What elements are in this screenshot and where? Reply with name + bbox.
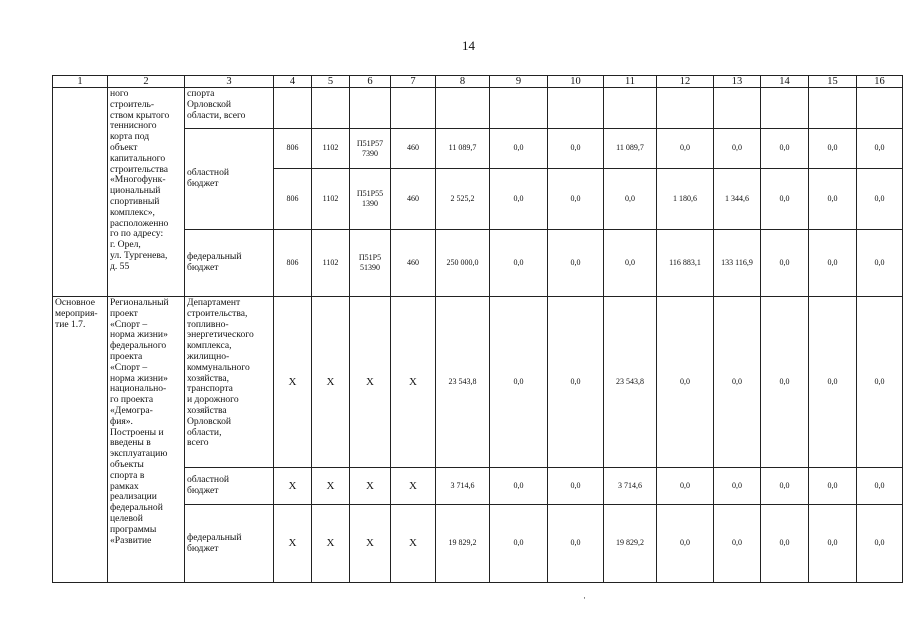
table-cell: 250 000,0 bbox=[436, 230, 490, 297]
table-cell: 1 180,6 bbox=[657, 169, 714, 230]
table-cell bbox=[761, 88, 809, 129]
table-cell: 0,0 bbox=[548, 468, 604, 505]
header-cell: 12 bbox=[657, 76, 714, 88]
table-cell: 0,0 bbox=[548, 297, 604, 468]
table-cell: X bbox=[312, 297, 350, 468]
table-cell: 133 116,9 bbox=[714, 230, 761, 297]
table-cell: 3 714,6 bbox=[604, 468, 657, 505]
table-cell: 0,0 bbox=[809, 505, 857, 583]
table-cell: 0,0 bbox=[657, 468, 714, 505]
table-cell: П51Р57 7390 bbox=[350, 129, 391, 169]
table-cell: 0,0 bbox=[490, 169, 548, 230]
funding-source-cell: федеральный бюджет bbox=[185, 230, 274, 297]
table-cell: 19 829,2 bbox=[436, 505, 490, 583]
table-cell bbox=[391, 88, 436, 129]
table-cell: 23 543,8 bbox=[604, 297, 657, 468]
header-cell: 15 bbox=[809, 76, 857, 88]
table-cell: X bbox=[312, 468, 350, 505]
header-row bbox=[53, 76, 903, 88]
table-cell: 0,0 bbox=[604, 169, 657, 230]
table-cell bbox=[657, 88, 714, 129]
table-cell: 0,0 bbox=[809, 230, 857, 297]
table-cell: 116 883,1 bbox=[657, 230, 714, 297]
header-cell: 9 bbox=[490, 76, 548, 88]
table-cell: X bbox=[391, 297, 436, 468]
table-cell: X bbox=[274, 468, 312, 505]
table-cell: 0,0 bbox=[657, 129, 714, 169]
measure-description-cell: ного строитель- ством крытого теннисного корта под объект капитального строительства «Многофунк- циональный спортивный комплекс», расположенно го по адресу: г. Орел, ул. Тургенева, д. 55 bbox=[108, 88, 185, 297]
table-cell: П51Р5 51390 bbox=[350, 230, 391, 297]
funding-source-cell: спорта Орловской области, всего bbox=[185, 88, 274, 129]
table-cell: X bbox=[350, 468, 391, 505]
funding-source-cell: Департамент строительства, топливно- энергетического комплекса, жилищно- коммунального хозяйства, транспорта и дорожного хозяйства Орловской области, всего bbox=[185, 297, 274, 468]
table-cell: 0,0 bbox=[761, 169, 809, 230]
table-cell bbox=[809, 88, 857, 129]
header-cell: 11 bbox=[604, 76, 657, 88]
table-cell: 3 714,6 bbox=[436, 468, 490, 505]
header-cell: 2 bbox=[108, 76, 185, 88]
table-cell: X bbox=[391, 505, 436, 583]
header-cell: 4 bbox=[274, 76, 312, 88]
table-cell bbox=[274, 88, 312, 129]
scan-mark: · bbox=[583, 593, 586, 603]
table-cell: X bbox=[274, 297, 312, 468]
measure-number-cell bbox=[53, 88, 108, 297]
table-cell: 1102 bbox=[312, 129, 350, 169]
table-cell bbox=[350, 88, 391, 129]
table-cell: 0,0 bbox=[809, 129, 857, 169]
table-cell: 0,0 bbox=[761, 230, 809, 297]
table-cell: X bbox=[312, 505, 350, 583]
table-cell: 806 bbox=[274, 129, 312, 169]
header-cell: 5 bbox=[312, 76, 350, 88]
table-cell: 0,0 bbox=[490, 297, 548, 468]
table-cell: 0,0 bbox=[490, 129, 548, 169]
table-cell: 0,0 bbox=[857, 297, 903, 468]
table-cell: 1102 bbox=[312, 169, 350, 230]
table-cell: 0,0 bbox=[714, 468, 761, 505]
table-cell: 0,0 bbox=[490, 230, 548, 297]
header-cell: 1 bbox=[53, 76, 108, 88]
table-cell: 0,0 bbox=[809, 169, 857, 230]
table-cell: X bbox=[391, 468, 436, 505]
table-cell: 0,0 bbox=[604, 230, 657, 297]
table-cell bbox=[490, 88, 548, 129]
page-number: 14 bbox=[462, 38, 475, 53]
table-cell: 0,0 bbox=[548, 129, 604, 169]
table-cell: 460 bbox=[391, 169, 436, 230]
table-cell: П51Р55 1390 bbox=[350, 169, 391, 230]
table-cell: X bbox=[350, 505, 391, 583]
table-cell bbox=[312, 88, 350, 129]
table-cell: 0,0 bbox=[490, 468, 548, 505]
table-cell: X bbox=[350, 297, 391, 468]
header-cell: 3 bbox=[185, 76, 274, 88]
table-cell: 460 bbox=[391, 129, 436, 169]
table-cell: X bbox=[274, 505, 312, 583]
table-cell: 0,0 bbox=[657, 297, 714, 468]
funding-source-cell: областной бюджет bbox=[185, 129, 274, 230]
table-cell: 0,0 bbox=[761, 297, 809, 468]
table-cell: 460 bbox=[391, 230, 436, 297]
table-cell: 806 bbox=[274, 230, 312, 297]
funding-source-cell: областной бюджет bbox=[185, 468, 274, 505]
table-cell: 0,0 bbox=[548, 505, 604, 583]
table-row bbox=[53, 297, 903, 468]
table-cell bbox=[714, 88, 761, 129]
header-cell: 14 bbox=[761, 76, 809, 88]
table-cell: 0,0 bbox=[809, 468, 857, 505]
budget-table bbox=[52, 75, 903, 583]
table-cell: 11 089,7 bbox=[436, 129, 490, 169]
header-cell: 16 bbox=[857, 76, 903, 88]
measure-number-cell: Основное мероприя- тие 1.7. bbox=[53, 297, 108, 583]
table-cell bbox=[548, 88, 604, 129]
table-cell: 0,0 bbox=[857, 468, 903, 505]
table-cell: 0,0 bbox=[714, 297, 761, 468]
header-cell: 8 bbox=[436, 76, 490, 88]
table-cell: 0,0 bbox=[857, 169, 903, 230]
table-cell: 806 bbox=[274, 169, 312, 230]
header-cell: 7 bbox=[391, 76, 436, 88]
table-cell: 2 525,2 bbox=[436, 169, 490, 230]
table-cell: 1 344,6 bbox=[714, 169, 761, 230]
table-cell: 0,0 bbox=[761, 129, 809, 169]
header-cell: 13 bbox=[714, 76, 761, 88]
table-cell: 0,0 bbox=[548, 169, 604, 230]
header-cell: 6 bbox=[350, 76, 391, 88]
table-cell: 0,0 bbox=[857, 129, 903, 169]
table-cell: 0,0 bbox=[809, 297, 857, 468]
table-cell: 0,0 bbox=[857, 505, 903, 583]
table-cell: 0,0 bbox=[714, 505, 761, 583]
table-cell: 0,0 bbox=[761, 468, 809, 505]
header-cell: 10 bbox=[548, 76, 604, 88]
measure-description-cell: Региональный проект «Спорт – норма жизни» федерального проекта «Спорт – норма жизни» национально- го проекта «Демогра- фия». Построены и введены в эксплуатацию объекты спорта в рамках реализации федеральной целевой программы «Развитие bbox=[108, 297, 185, 583]
table-cell bbox=[604, 88, 657, 129]
table-cell: 0,0 bbox=[761, 505, 809, 583]
table-cell bbox=[436, 88, 490, 129]
table-cell: 0,0 bbox=[657, 505, 714, 583]
table-cell: 11 089,7 bbox=[604, 129, 657, 169]
table-cell: 0,0 bbox=[857, 230, 903, 297]
funding-source-cell: федеральный бюджет bbox=[185, 505, 274, 583]
table-cell bbox=[857, 88, 903, 129]
table-cell: 0,0 bbox=[548, 230, 604, 297]
table-row bbox=[53, 88, 903, 129]
table-cell: 19 829,2 bbox=[604, 505, 657, 583]
table-cell: 1102 bbox=[312, 230, 350, 297]
table-cell: 23 543,8 bbox=[436, 297, 490, 468]
table-cell: 0,0 bbox=[490, 505, 548, 583]
table-cell: 0,0 bbox=[714, 129, 761, 169]
